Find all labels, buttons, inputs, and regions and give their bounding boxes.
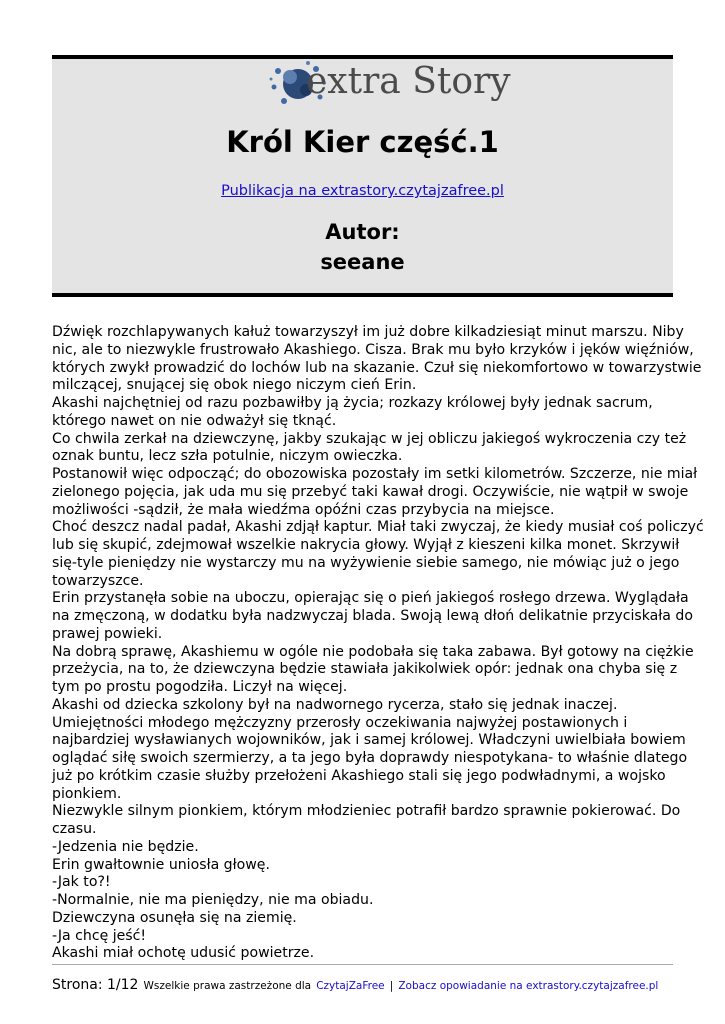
text-line: towarzyszce. (52, 572, 144, 589)
text-line: których zwykł prowadzić do lochów lub na skazanie. Czuł się niekomfortowo w towarzystwie (52, 359, 702, 376)
text-line: Choć deszcz nadal padał, Akashi zdjął kaptur. Miał taki zwyczaj, że kiedy musiał coś policzyć (52, 519, 704, 536)
text-line: nic, ale to niezwykle frustrowało Akashiego. Cisza. Brak mu było krzyków i jęków więźniów, (52, 341, 694, 358)
text-line: -Jak to?! (52, 874, 111, 891)
text-line: Akashi najchętniej od razu pozbawiłby ją życia; rozkazy królowej były jednak sacrum, (52, 395, 653, 411)
page-number: Strona: 1/12 (52, 977, 139, 993)
text-line: Na dobrą sprawę, Akashiemu w ogóle nie podobała się taka zabawa. Był gotowy na ciężkie (52, 643, 694, 660)
text-line: możliwości -sądził, że mała wiedźma opóźni czas przybycia na miejsce. (52, 501, 555, 518)
text-line: na zmęczoną, w dodatku była nadzwyczaj blada. Swoją lewą dłoń delikatnie przyciskała do (52, 608, 693, 624)
read-story-link[interactable]: Zobacz opowiadanie na extrastory.czytajzafree.pl (398, 980, 659, 992)
text-line: pionkiem. (52, 785, 122, 802)
text-line: się-tyle pieniędzy nie wystarczy mu na wyżywienie siebie samego, nie mówiąc już o jego (52, 554, 680, 571)
text-line: Erin przystanęła sobie na uboczu, opierając się o pień jakiegoś rosłego drzewa. Wyglądała (52, 590, 689, 607)
extra-story-logo (268, 57, 511, 109)
text-line: Erin gwałtownie uniosła głowę. (52, 856, 270, 873)
text-line: tym po prostu pogodziła. Liczył na więcej. (52, 679, 348, 695)
author-name: seeane (320, 250, 405, 274)
rights-text: Wszelkie prawa zastrzeżone dla (143, 980, 312, 992)
text-line: Postanowił więc odpocząć; do obozowiska pozostały im setki kilometrów. Szczerze, nie miał (52, 466, 698, 482)
text-line: Dźwięk rozchlapywanych kałuż towarzyszył im już dobre kilkadziesiąt minut marszu. Niby (52, 324, 684, 340)
publication-link-wrapper (52, 181, 673, 201)
text-line: Akashi od dziecka szkolony był na nadwornego rycerza, stało się jednak inaczej. (52, 696, 618, 713)
text-line: -Ja chcę jeść! (52, 927, 147, 944)
page-footer (52, 975, 692, 995)
text-line: najbardziej wysławianych wojowników, jak i samej królowej. Władczyni uwielbiała bowiem (52, 732, 686, 749)
text-line: już po krótkim czasie służby przełożeni Akashiego stali się jego podwładnymi, a wojsko (52, 767, 666, 784)
publication-link[interactable]: Publikacja na extrastory.czytajzafree.pl (221, 183, 504, 199)
text-line: oznak buntu, lecz szła potulnie, niczym owieczka. (52, 448, 403, 465)
footer-divider (52, 964, 673, 965)
text-line: którego nawet on nie odważył się tknąć. (52, 412, 337, 429)
text-line: czasu. (52, 821, 97, 837)
text-line: Akashi miał ochotę udusić powietrze. (52, 945, 315, 962)
text-line: -Jedzenia nie będzie. (52, 838, 199, 855)
footer-separator: | (389, 980, 394, 992)
text-line: Umiejętności młodego mężczyzny przerosły oczekiwania najwyżej postawionych i (52, 714, 628, 731)
text-line: przeżycia, na to, że dziewczyna będzie stawiała jakikolwiek opór: jednak ona chyba się z (52, 661, 678, 678)
logo-text: extra Story (306, 61, 511, 102)
text-line: oglądać siłę swoich szermierzy, a ta jego była doprawdy niespotykana- to właśnie dlatego (52, 750, 688, 766)
text-line: milczącej, snującej się obok niego niczym cień Erin. (52, 377, 417, 394)
czytajzafree-link[interactable]: CzytajZaFree (316, 980, 385, 992)
text-line: -Normalnie, nie ma pieniędzy, nie ma obiadu. (52, 892, 374, 908)
text-line: Co chwila zerkał na dziewczynę, jakby szukając w jej obliczu jakiegoś wykroczenia czy też (52, 430, 687, 447)
text-line: lub się skupić, zdejmował wszelkie nakrycia głowy. Wyjął z kieszeni kilka monet. Skrzywił (52, 537, 680, 553)
text-line: Niezwykle silnym pionkiem, którym młodzieniec potrafił bardzo sprawnie pokierować. Do (52, 803, 681, 820)
author-label: Autor: (325, 220, 400, 244)
document-title: Król Kier część.1 (226, 125, 499, 159)
text-line: Dziewczyna osunęła się na ziemię. (52, 909, 297, 926)
text-line: zielonego pojęcia, jak uda mu się przebyć taki kawał drogi. Oczywiście, nie wątpił w swoje (52, 483, 689, 500)
text-line: prawej powieki. (52, 625, 163, 642)
story-body (52, 324, 704, 963)
